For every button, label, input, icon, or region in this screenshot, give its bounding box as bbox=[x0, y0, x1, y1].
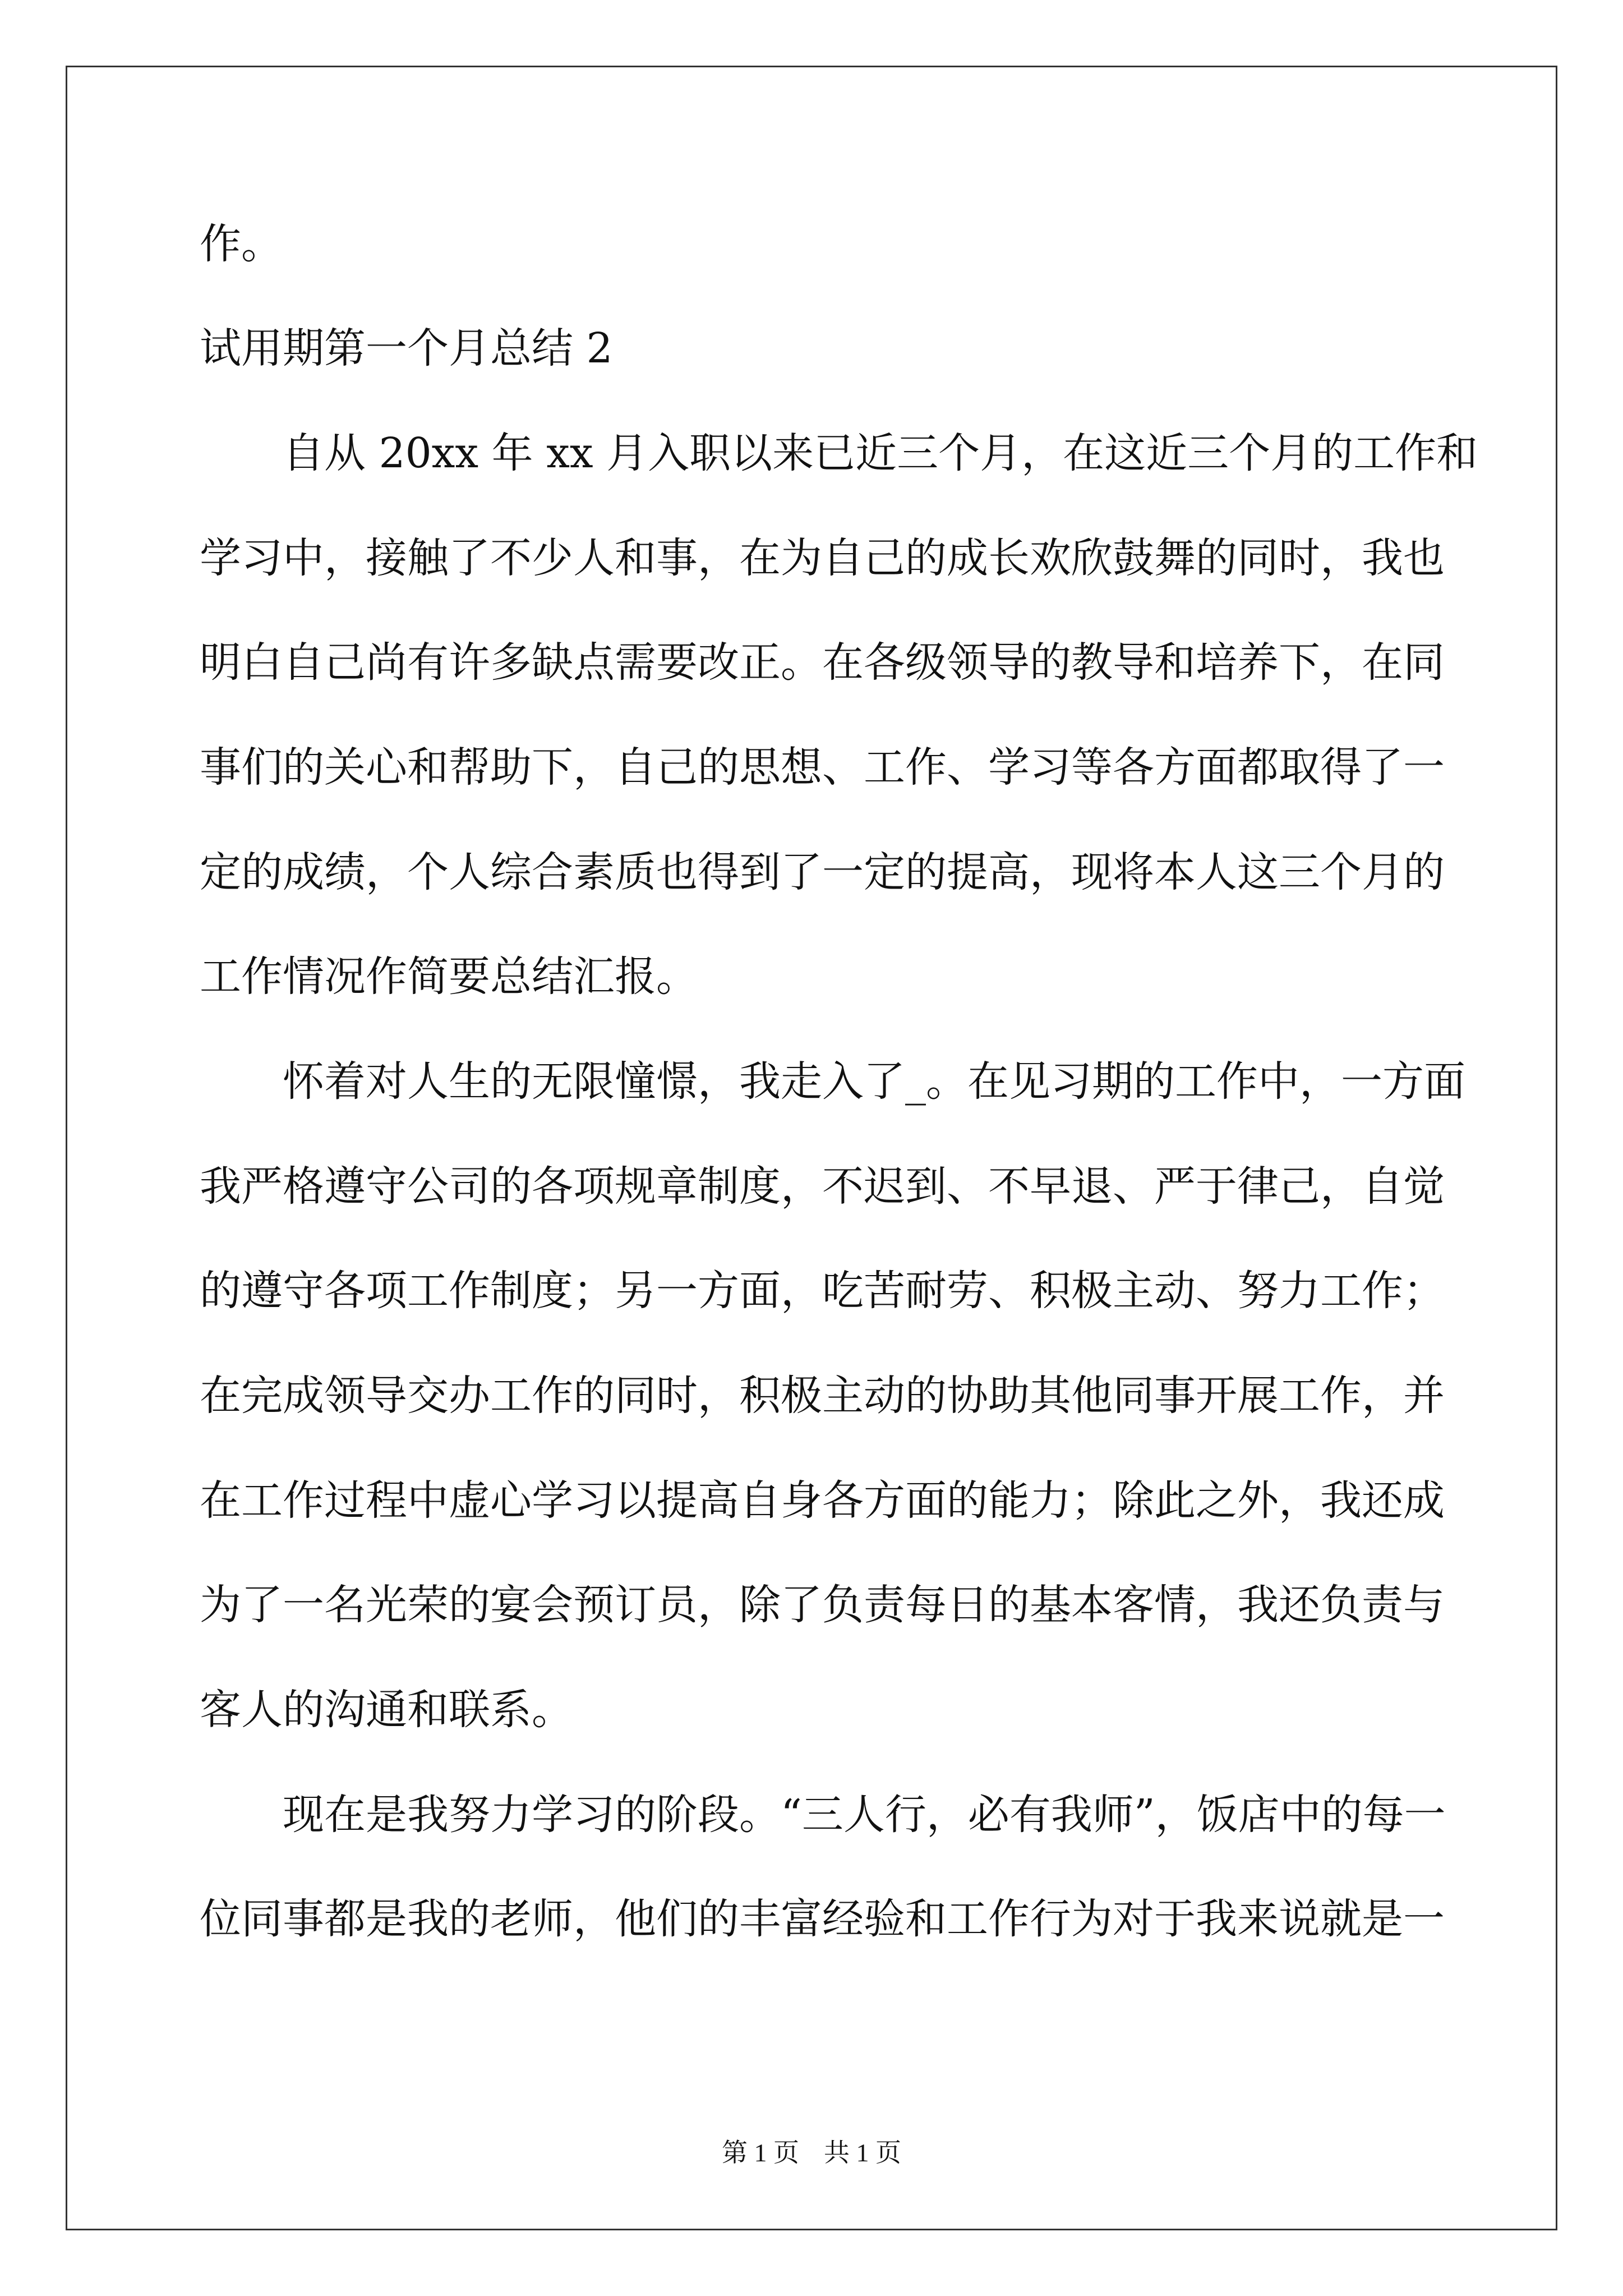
page-footer bbox=[0, 2136, 1623, 2170]
text-line: 现在是我努力学习的阶段。“三人行，必有我师”，饭店中的每一 bbox=[200, 1791, 1446, 1839]
text-line: 为了一名光荣的宴会预订员，除了负责每日的基本客情，我还负责与 bbox=[200, 1581, 1445, 1629]
text-line: 位同事都是我的老师，他们的丰富经验和工作行为对于我来说就是一 bbox=[200, 1895, 1445, 1943]
section-heading: 试用期第一个月总结 2 bbox=[200, 324, 613, 372]
page-number: 第 1 页 bbox=[722, 2138, 799, 2167]
text-line: 明白自己尚有许多缺点需要改正。在各级领导的教导和培养下，在同 bbox=[200, 638, 1445, 687]
text-line: 我严格遵守公司的各项规章制度，不迟到、不早退、严于律己，自觉 bbox=[200, 1162, 1445, 1211]
text-line: 的遵守各项工作制度；另一方面，吃苦耐劳、积极主动、努力工作； bbox=[200, 1267, 1445, 1315]
text-line: 事们的关心和帮助下，自己的思想、工作、学习等各方面都取得了一 bbox=[200, 743, 1445, 792]
text-line: 客人的沟通和联系。 bbox=[200, 1686, 573, 1734]
text-line: 怀着对人生的无限憧憬，我走入了_。在见习期的工作中，一方面 bbox=[200, 1057, 1465, 1106]
text-line: 作。 bbox=[200, 220, 283, 268]
text-line: 工作情况作简要总结汇报。 bbox=[200, 953, 698, 1001]
page-total: 共 1 页 bbox=[824, 2138, 901, 2167]
text-line: 在工作过程中虚心学习以提高自身各方面的能力；除此之外，我还成 bbox=[200, 1476, 1445, 1525]
text-line: 定的成绩，个人综合素质也得到了一定的提高，现将本人这三个月的 bbox=[200, 848, 1445, 896]
text-line: 在完成领导交办工作的同时，积极主动的协助其他同事开展工作，并 bbox=[200, 1372, 1445, 1420]
text-line: 自从 20xx 年 xx 月入职以来已近三个月，在这近三个月的工作和 bbox=[200, 429, 1478, 477]
text-line: 学习中，接触了不少人和事，在为自己的成长欢欣鼓舞的同时，我也 bbox=[200, 534, 1445, 582]
